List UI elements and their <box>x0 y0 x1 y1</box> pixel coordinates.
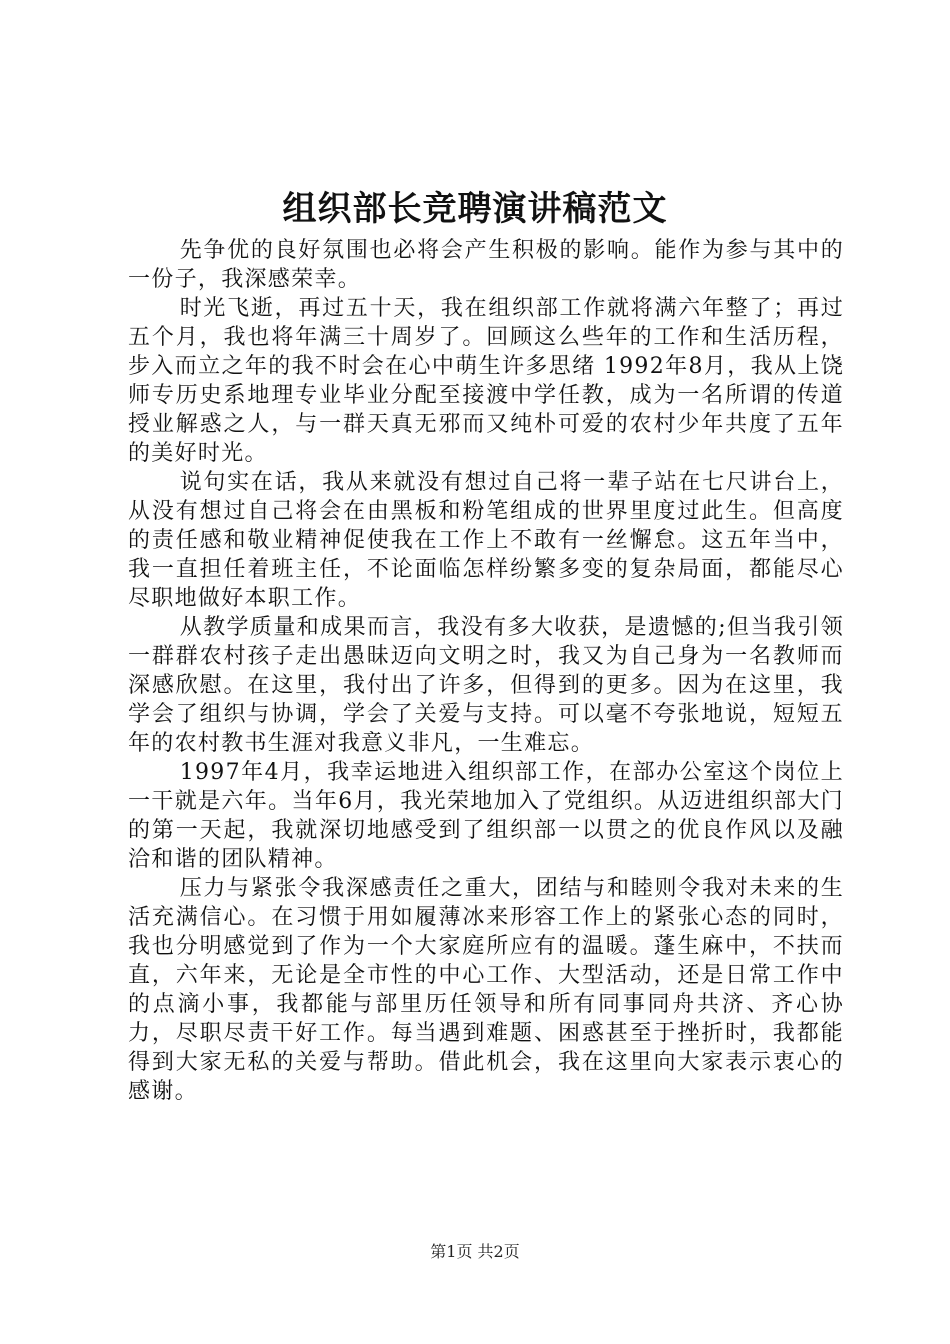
paragraph: 先争优的良好氛围也必将会产生积极的影响。能作为参与其中的一份子，我深感荣幸。 <box>128 238 844 292</box>
paragraph: 时光飞逝，再过五十天，我在组织部工作就将满六年整了；再过五个月，我也将年满三十周岁了。回顾这么些年的工作和生活历程，步入而立之年的我不时会在心中萌生许多思绪 1992年8月，我从上饶师专历史系地理专业毕业分配至接渡中学任教，成为一名所谓的传道授业解惑之人，与一群天真无邪而又纯朴可爱的农村少年共度了五年的美好时光。 <box>128 296 844 466</box>
page-footer: 第1页 共2页 <box>430 1242 520 1261</box>
paragraph: 压力与紧张令我深感责任之重大，团结与和睦则令我对未来的生活充满信心。在习惯于用如履薄冰来形容工作上的紧张心态的同时，我也分明感觉到了作为一个大家庭所应有的温暖。蓬生麻中，不扶而直，六年来，无论是全市性的中心工作、大型活动，还是日常工作中的点滴小事，我都能与部里历任领导和所有同事同舟共济、齐心协力，尽职尽责干好工作。每当遇到难题、困惑甚至于挫折时，我都能得到大家无私的关爱与帮助。借此机会，我在这里向大家表示衷心的感谢。 <box>128 876 844 1104</box>
document-title: 组织部长竞聘演讲稿范文 <box>282 189 668 229</box>
paragraph: 1997年4月，我幸运地进入组织部工作，在部办公室这个岗位上一干就是六年。当年6月，我光荣地加入了党组织。从迈进组织部大门的第一天起，我就深切地感受到了组织部一以贯之的优良作风以及融洽和谐的团队精神。 <box>128 760 844 872</box>
paragraph: 说句实在话，我从来就没有想过自己将一辈子站在七尺讲台上，从没有想过自己将会在由黑板和粉笔组成的世界里度过此生。但高度的责任感和敬业精神促使我在工作上不敢有一丝懈怠。这五年当中，我一直担任着班主任，不论面临怎样纷繁多变的复杂局面，都能尽心尽职地做好本职工作。 <box>128 470 844 611</box>
document-body <box>128 236 844 1106</box>
paragraph: 从教学质量和成果而言，我没有多大收获，是遗憾的;但当我引领一群群农村孩子走出愚昧迈向文明之时，我又为自己身为一名教师而深感欣慰。在这里，我付出了许多，但得到的更多。因为在这里，我学会了组织与协调，学会了关爱与支持。可以毫不夸张地说，短短五年的农村教书生涯对我意义非凡，一生难忘。 <box>128 615 844 756</box>
